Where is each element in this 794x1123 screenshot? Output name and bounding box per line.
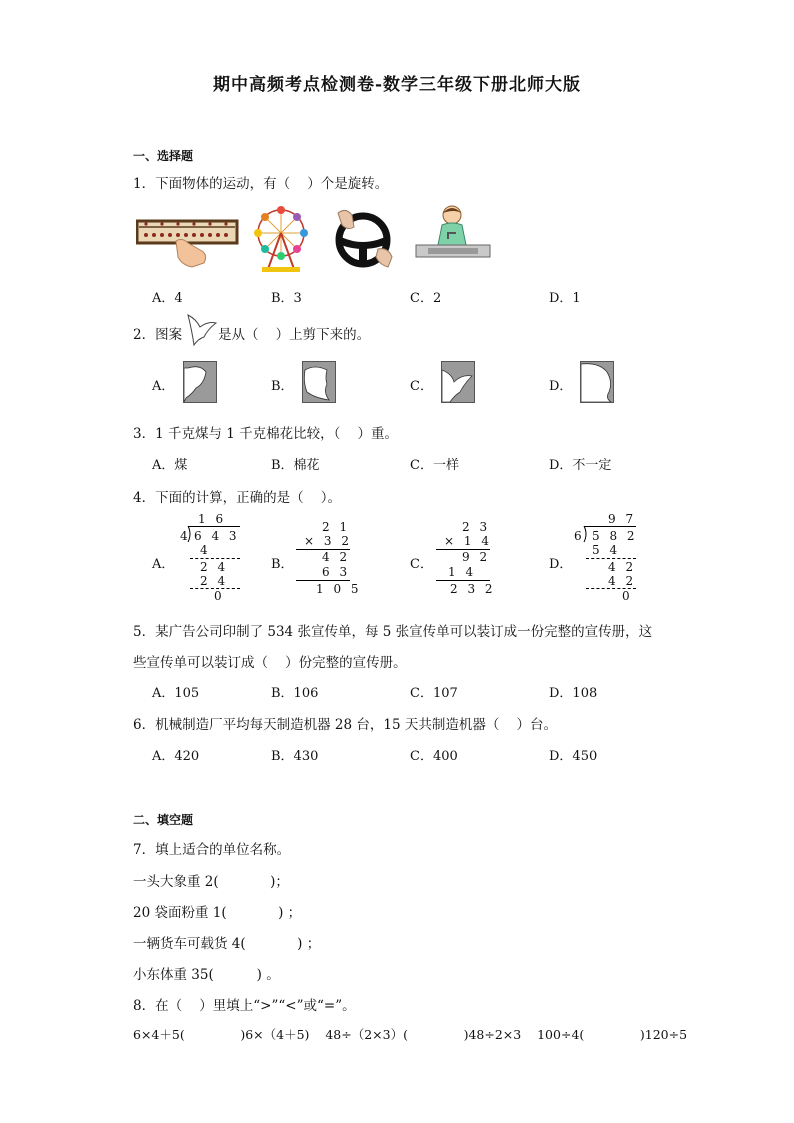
calc-c-partial1: 9 2 bbox=[462, 550, 491, 564]
calc-a-step2: 2 4 bbox=[200, 560, 229, 574]
question-2-text-end: 是从（ ）上剪下来的。 bbox=[218, 327, 371, 343]
calc-b-multiplier: × 3 2 bbox=[304, 534, 352, 548]
section-heading-choice: 一、选择题 bbox=[133, 149, 194, 163]
q4-calc-c bbox=[432, 521, 494, 601]
calc-c-top: 2 3 bbox=[462, 520, 491, 534]
q2-option-d[interactable]: D． bbox=[549, 379, 573, 394]
q2-option-b-shape-icon bbox=[302, 361, 336, 403]
q8-comparison-line[interactable]: 6×4＋5( )6×（4＋5) 48÷（2×3）( )48÷2×3 100÷4( )120÷5 bbox=[133, 1027, 688, 1042]
q7-line-elephant[interactable]: 一头大象重 2( )； bbox=[133, 874, 289, 890]
calc-d-step1: 5 4 bbox=[592, 543, 621, 557]
question-7-text: 7．填上适合的单位名称。 bbox=[133, 842, 291, 858]
calc-a-divisor: 4 bbox=[180, 529, 191, 543]
q6-option-a[interactable]: A．420 bbox=[152, 749, 200, 764]
q7-line-body-weight[interactable]: 小东体重 35( ) 。 bbox=[133, 967, 280, 983]
abacus-icon bbox=[136, 207, 240, 269]
q4-calc-b bbox=[292, 520, 362, 601]
q2-option-b[interactable]: B． bbox=[271, 379, 294, 394]
calc-b-top: 2 1 bbox=[322, 520, 351, 534]
question-4-text: 4．下面的计算，正确的是（ ）。 bbox=[133, 490, 342, 506]
q1-option-d[interactable]: D．1 bbox=[549, 291, 581, 306]
cut-pattern-icon bbox=[186, 313, 218, 347]
page-title: 期中高频考点检测卷-数学三年级下册北师大版 bbox=[212, 75, 582, 95]
q3-option-c[interactable]: C．一样 bbox=[410, 458, 459, 473]
q4-option-c[interactable]: C． bbox=[410, 557, 433, 572]
q4-option-b[interactable]: B． bbox=[271, 557, 294, 572]
calc-d-step2: 4 2 bbox=[608, 560, 637, 574]
calc-d-divisor: 6 bbox=[574, 529, 585, 543]
question-5-line2: 些宣传单可以装订成（ ）份完整的宣传册。 bbox=[133, 655, 407, 671]
question-5-line1: 5．某广告公司印制了 534 张宣传单，每 5 张宣传单可以装订成一份完整的宣传册，这 bbox=[133, 624, 653, 640]
calc-d-quotient: 9 7 bbox=[608, 512, 637, 526]
q6-option-c[interactable]: C．400 bbox=[410, 749, 458, 764]
ferris-wheel-icon bbox=[250, 203, 312, 273]
q6-option-d[interactable]: D．450 bbox=[549, 749, 598, 764]
q7-line-truck[interactable]: 一辆货车可载货 4( ) ； bbox=[133, 936, 321, 952]
calc-a-step3: 2 4 bbox=[200, 574, 229, 588]
q3-option-d[interactable]: D．不一定 bbox=[549, 458, 612, 473]
calc-a-dividend: 6 4 3 bbox=[194, 529, 240, 543]
calc-c-result: 2 3 2 bbox=[450, 582, 496, 596]
steering-wheel-icon bbox=[332, 207, 394, 269]
q1-option-c[interactable]: C．2 bbox=[410, 291, 442, 306]
q2-option-d-shape-icon bbox=[580, 361, 614, 403]
calc-d-step3: 4 2 bbox=[608, 574, 637, 588]
q3-option-a[interactable]: A．煤 bbox=[152, 458, 188, 473]
q5-option-c[interactable]: C．107 bbox=[410, 686, 458, 701]
q5-option-b[interactable]: B．106 bbox=[271, 686, 319, 701]
calc-c-multiplier: × 1 4 bbox=[444, 534, 492, 548]
calc-b-partial2: 6 3 bbox=[322, 565, 351, 579]
q1-option-b[interactable]: B．3 bbox=[271, 291, 302, 306]
q2-option-c[interactable]: C． bbox=[410, 379, 433, 394]
q7-line-flour[interactable]: 20 袋面粉重 1( ) ； bbox=[133, 905, 302, 921]
q5-option-a[interactable]: A．105 bbox=[152, 686, 200, 701]
calc-a-step1: 4 bbox=[200, 543, 211, 557]
question-3-text: 3．1 千克煤与 1 千克棉花比较，（ ）重。 bbox=[133, 426, 399, 442]
calc-a-step4: 0 bbox=[214, 589, 225, 603]
q2-option-a-shape-icon bbox=[183, 361, 217, 403]
q4-calc-d bbox=[568, 513, 640, 601]
question-8-text: 8．在（ ）里填上“>”“<”或“=”。 bbox=[133, 998, 356, 1014]
calc-a-quotient: 1 6 bbox=[198, 512, 227, 526]
calc-d-step4: 0 bbox=[622, 589, 633, 603]
calc-c-partial2: 1 4 bbox=[448, 565, 477, 579]
q2-option-c-shape-icon bbox=[441, 361, 475, 403]
q2-option-a[interactable]: A． bbox=[152, 379, 175, 394]
boy-at-sink-icon bbox=[414, 203, 492, 263]
q5-option-d[interactable]: D．108 bbox=[549, 686, 598, 701]
calc-b-partial1: 4 2 bbox=[322, 550, 351, 564]
q6-option-b[interactable]: B．430 bbox=[271, 749, 319, 764]
q4-option-a[interactable]: A． bbox=[152, 557, 175, 572]
question-6-text: 6．机械制造厂平均每天制造机器 28 台，15 天共制造机器（ ）台。 bbox=[133, 717, 557, 733]
question-1-text: 1．下面物体的运动，有（ ）个是旋转。 bbox=[133, 176, 389, 192]
question-2-text-start: 2．图案 bbox=[133, 327, 183, 343]
q3-option-b[interactable]: B．棉花 bbox=[271, 458, 320, 473]
section-heading-fill: 二、填空题 bbox=[133, 813, 194, 827]
q4-option-d[interactable]: D． bbox=[549, 557, 573, 572]
calc-b-result: 1 0 5 bbox=[316, 582, 362, 596]
q4-calc-a bbox=[172, 513, 244, 601]
calc-d-dividend: 5 8 2 bbox=[592, 529, 638, 543]
q1-option-a[interactable]: A．4 bbox=[152, 291, 183, 306]
